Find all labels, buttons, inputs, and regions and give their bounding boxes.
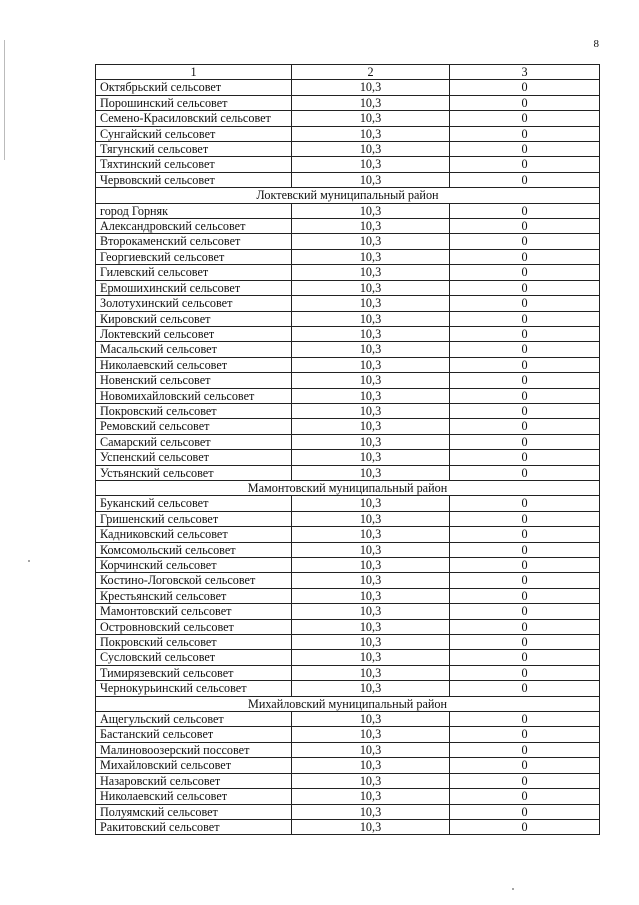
value-col2-cell: 10,3	[292, 357, 450, 372]
page-number: 8	[593, 38, 599, 50]
value-col2-cell: 10,3	[292, 712, 450, 727]
value-col2-cell: 10,3	[292, 727, 450, 742]
settlement-name-cell: Семено-Красиловский сельсовет	[96, 111, 292, 126]
value-col2-cell: 10,3	[292, 311, 450, 326]
value-col3-cell: 0	[450, 157, 600, 172]
value-col2-cell: 10,3	[292, 619, 450, 634]
table-row	[96, 80, 600, 95]
table-row	[96, 665, 600, 680]
value-col3-cell: 0	[450, 665, 600, 680]
table-row	[96, 172, 600, 187]
table-row	[96, 249, 600, 264]
settlement-name-cell: Золотухинский сельсовет	[96, 296, 292, 311]
settlement-name-cell: Червовский сельсовет	[96, 172, 292, 187]
value-col2-cell: 10,3	[292, 172, 450, 187]
table-row	[96, 388, 600, 403]
table-row	[96, 111, 600, 126]
value-col3-cell: 0	[450, 357, 600, 372]
value-col3-cell: 0	[450, 819, 600, 834]
scan-speck	[28, 560, 30, 562]
settlement-name-cell: Ермошихинский сельсовет	[96, 280, 292, 295]
table-row	[96, 773, 600, 788]
table-row	[96, 142, 600, 157]
table-row	[96, 280, 600, 295]
table-row	[96, 789, 600, 804]
table-row	[96, 203, 600, 218]
settlement-name-cell: Костино-Логовской сельсовет	[96, 573, 292, 588]
value-col3-cell: 0	[450, 619, 600, 634]
table-row	[96, 573, 600, 588]
table-row	[96, 311, 600, 326]
value-col3-cell: 0	[450, 681, 600, 696]
value-col2-cell: 10,3	[292, 142, 450, 157]
value-col2-cell: 10,3	[292, 496, 450, 511]
settlement-name-cell: Николаевский сельсовет	[96, 789, 292, 804]
settlement-name-cell: Масальский сельсовет	[96, 342, 292, 357]
table-body	[96, 65, 600, 835]
value-col2-cell: 10,3	[292, 326, 450, 341]
value-col2-cell: 10,3	[292, 573, 450, 588]
value-col3-cell: 0	[450, 95, 600, 110]
value-col2-cell: 10,3	[292, 511, 450, 526]
value-col3-cell: 0	[450, 434, 600, 449]
value-col2-cell: 10,3	[292, 111, 450, 126]
table-row	[96, 465, 600, 480]
value-col2-cell: 10,3	[292, 819, 450, 834]
table-row	[96, 712, 600, 727]
value-col3-cell: 0	[450, 742, 600, 757]
value-col2-cell: 10,3	[292, 265, 450, 280]
value-col2-cell: 10,3	[292, 665, 450, 680]
table-row	[96, 95, 600, 110]
table-row	[96, 727, 600, 742]
column-header-1: 1	[96, 65, 292, 80]
table-row	[96, 296, 600, 311]
value-col3-cell: 0	[450, 635, 600, 650]
value-col2-cell: 10,3	[292, 558, 450, 573]
table-row	[96, 558, 600, 573]
value-col3-cell: 0	[450, 388, 600, 403]
settlement-name-cell: Михайловский сельсовет	[96, 758, 292, 773]
settlement-name-cell: Новомихайловский сельсовет	[96, 388, 292, 403]
settlement-name-cell: Крестьянский сельсовет	[96, 588, 292, 603]
value-col2-cell: 10,3	[292, 758, 450, 773]
value-col3-cell: 0	[450, 203, 600, 218]
value-col3-cell: 0	[450, 403, 600, 418]
value-col2-cell: 10,3	[292, 219, 450, 234]
table-row	[96, 635, 600, 650]
value-col3-cell: 0	[450, 280, 600, 295]
value-col3-cell: 0	[450, 142, 600, 157]
settlement-name-cell: Полуямский сельсовет	[96, 804, 292, 819]
section-header-row	[96, 188, 600, 203]
table-row	[96, 619, 600, 634]
table-row	[96, 804, 600, 819]
value-col2-cell: 10,3	[292, 527, 450, 542]
value-col3-cell: 0	[450, 219, 600, 234]
table-row	[96, 650, 600, 665]
value-col2-cell: 10,3	[292, 635, 450, 650]
table-row	[96, 373, 600, 388]
value-col2-cell: 10,3	[292, 773, 450, 788]
table-header-row	[96, 65, 600, 80]
value-col3-cell: 0	[450, 573, 600, 588]
value-col3-cell: 0	[450, 650, 600, 665]
settlement-name-cell: Порошинский сельсовет	[96, 95, 292, 110]
value-col2-cell: 10,3	[292, 203, 450, 218]
value-col3-cell: 0	[450, 419, 600, 434]
table-row	[96, 403, 600, 418]
settlement-name-cell: Тимирязевский сельсовет	[96, 665, 292, 680]
settlement-name-cell: Гилевский сельсовет	[96, 265, 292, 280]
section-title: Мамонтовский муниципальный район	[96, 480, 600, 495]
table-row	[96, 604, 600, 619]
value-col3-cell: 0	[450, 234, 600, 249]
section-title: Локтевский муниципальный район	[96, 188, 600, 203]
value-col2-cell: 10,3	[292, 342, 450, 357]
settlement-name-cell: Устьянский сельсовет	[96, 465, 292, 480]
scan-edge-mark	[4, 40, 5, 160]
value-col3-cell: 0	[450, 604, 600, 619]
table-row	[96, 819, 600, 834]
section-header-row	[96, 480, 600, 495]
value-col2-cell: 10,3	[292, 403, 450, 418]
value-col3-cell: 0	[450, 558, 600, 573]
value-col3-cell: 0	[450, 588, 600, 603]
value-col3-cell: 0	[450, 773, 600, 788]
value-col2-cell: 10,3	[292, 789, 450, 804]
value-col2-cell: 10,3	[292, 249, 450, 264]
settlement-name-cell: Малиновоозерский поссовет	[96, 742, 292, 757]
settlement-name-cell: Александровский сельсовет	[96, 219, 292, 234]
value-col2-cell: 10,3	[292, 465, 450, 480]
value-col2-cell: 10,3	[292, 450, 450, 465]
allocation-table	[95, 64, 599, 835]
settlement-name-cell: Сунгайский сельсовет	[96, 126, 292, 141]
value-col2-cell: 10,3	[292, 804, 450, 819]
settlement-name-cell: Островновский сельсовет	[96, 619, 292, 634]
value-col2-cell: 10,3	[292, 126, 450, 141]
value-col3-cell: 0	[450, 804, 600, 819]
settlement-name-cell: Второкаменский сельсовет	[96, 234, 292, 249]
settlement-name-cell: Ащегульский сельсовет	[96, 712, 292, 727]
section-title: Михайловский муниципальный район	[96, 696, 600, 711]
settlement-name-cell: Новенский сельсовет	[96, 373, 292, 388]
settlement-name-cell: Октябрьский сельсовет	[96, 80, 292, 95]
table-row	[96, 234, 600, 249]
value-col2-cell: 10,3	[292, 234, 450, 249]
table-row	[96, 126, 600, 141]
table-row	[96, 326, 600, 341]
table-row	[96, 527, 600, 542]
table-row	[96, 681, 600, 696]
value-col3-cell: 0	[450, 712, 600, 727]
value-col2-cell: 10,3	[292, 681, 450, 696]
table-row	[96, 511, 600, 526]
value-col2-cell: 10,3	[292, 95, 450, 110]
settlement-name-cell: Покровский сельсовет	[96, 403, 292, 418]
column-header-2: 2	[292, 65, 450, 80]
value-col3-cell: 0	[450, 527, 600, 542]
settlement-name-cell: Тягунский сельсовет	[96, 142, 292, 157]
settlement-name-cell: Ремовский сельсовет	[96, 419, 292, 434]
value-col2-cell: 10,3	[292, 650, 450, 665]
value-col2-cell: 10,3	[292, 604, 450, 619]
settlement-name-cell: Кировский сельсовет	[96, 311, 292, 326]
value-col2-cell: 10,3	[292, 80, 450, 95]
value-col3-cell: 0	[450, 373, 600, 388]
table-row	[96, 450, 600, 465]
settlement-name-cell: Буканский сельсовет	[96, 496, 292, 511]
settlement-name-cell: Тяхтинский сельсовет	[96, 157, 292, 172]
value-col2-cell: 10,3	[292, 419, 450, 434]
section-header-row	[96, 696, 600, 711]
settlement-name-cell: Комсомольский сельсовет	[96, 542, 292, 557]
settlement-name-cell: Назаровский сельсовет	[96, 773, 292, 788]
value-col3-cell: 0	[450, 265, 600, 280]
table-row	[96, 434, 600, 449]
settlement-name-cell: Георгиевский сельсовет	[96, 249, 292, 264]
settlement-name-cell: Гришенский сельсовет	[96, 511, 292, 526]
value-col2-cell: 10,3	[292, 388, 450, 403]
table-row	[96, 157, 600, 172]
data-table	[95, 64, 600, 835]
value-col3-cell: 0	[450, 789, 600, 804]
settlement-name-cell: город Горняк	[96, 203, 292, 218]
value-col3-cell: 0	[450, 450, 600, 465]
value-col3-cell: 0	[450, 758, 600, 773]
value-col2-cell: 10,3	[292, 434, 450, 449]
value-col3-cell: 0	[450, 326, 600, 341]
settlement-name-cell: Бастанский сельсовет	[96, 727, 292, 742]
value-col2-cell: 10,3	[292, 280, 450, 295]
value-col3-cell: 0	[450, 465, 600, 480]
value-col3-cell: 0	[450, 542, 600, 557]
table-row	[96, 342, 600, 357]
settlement-name-cell: Локтевский сельсовет	[96, 326, 292, 341]
value-col3-cell: 0	[450, 342, 600, 357]
settlement-name-cell: Мамонтовский сельсовет	[96, 604, 292, 619]
settlement-name-cell: Самарский сельсовет	[96, 434, 292, 449]
table-row	[96, 265, 600, 280]
value-col3-cell: 0	[450, 496, 600, 511]
settlement-name-cell: Чернокурьинский сельсовет	[96, 681, 292, 696]
table-row	[96, 588, 600, 603]
settlement-name-cell: Ракитовский сельсовет	[96, 819, 292, 834]
value-col3-cell: 0	[450, 311, 600, 326]
value-col3-cell: 0	[450, 111, 600, 126]
value-col2-cell: 10,3	[292, 542, 450, 557]
settlement-name-cell: Кадниковский сельсовет	[96, 527, 292, 542]
table-row	[96, 419, 600, 434]
table-row	[96, 758, 600, 773]
table-row	[96, 496, 600, 511]
value-col3-cell: 0	[450, 249, 600, 264]
table-row	[96, 542, 600, 557]
column-header-3: 3	[450, 65, 600, 80]
settlement-name-cell: Сусловский сельсовет	[96, 650, 292, 665]
table-row	[96, 742, 600, 757]
value-col3-cell: 0	[450, 172, 600, 187]
value-col3-cell: 0	[450, 296, 600, 311]
table-row	[96, 357, 600, 372]
value-col2-cell: 10,3	[292, 742, 450, 757]
settlement-name-cell: Корчинский сельсовет	[96, 558, 292, 573]
value-col3-cell: 0	[450, 80, 600, 95]
settlement-name-cell: Николаевский сельсовет	[96, 357, 292, 372]
value-col3-cell: 0	[450, 511, 600, 526]
value-col2-cell: 10,3	[292, 157, 450, 172]
value-col3-cell: 0	[450, 727, 600, 742]
value-col3-cell: 0	[450, 126, 600, 141]
table-row	[96, 219, 600, 234]
settlement-name-cell: Покровский сельсовет	[96, 635, 292, 650]
value-col2-cell: 10,3	[292, 588, 450, 603]
value-col2-cell: 10,3	[292, 373, 450, 388]
value-col2-cell: 10,3	[292, 296, 450, 311]
settlement-name-cell: Успенский сельсовет	[96, 450, 292, 465]
scan-speck	[512, 888, 514, 890]
